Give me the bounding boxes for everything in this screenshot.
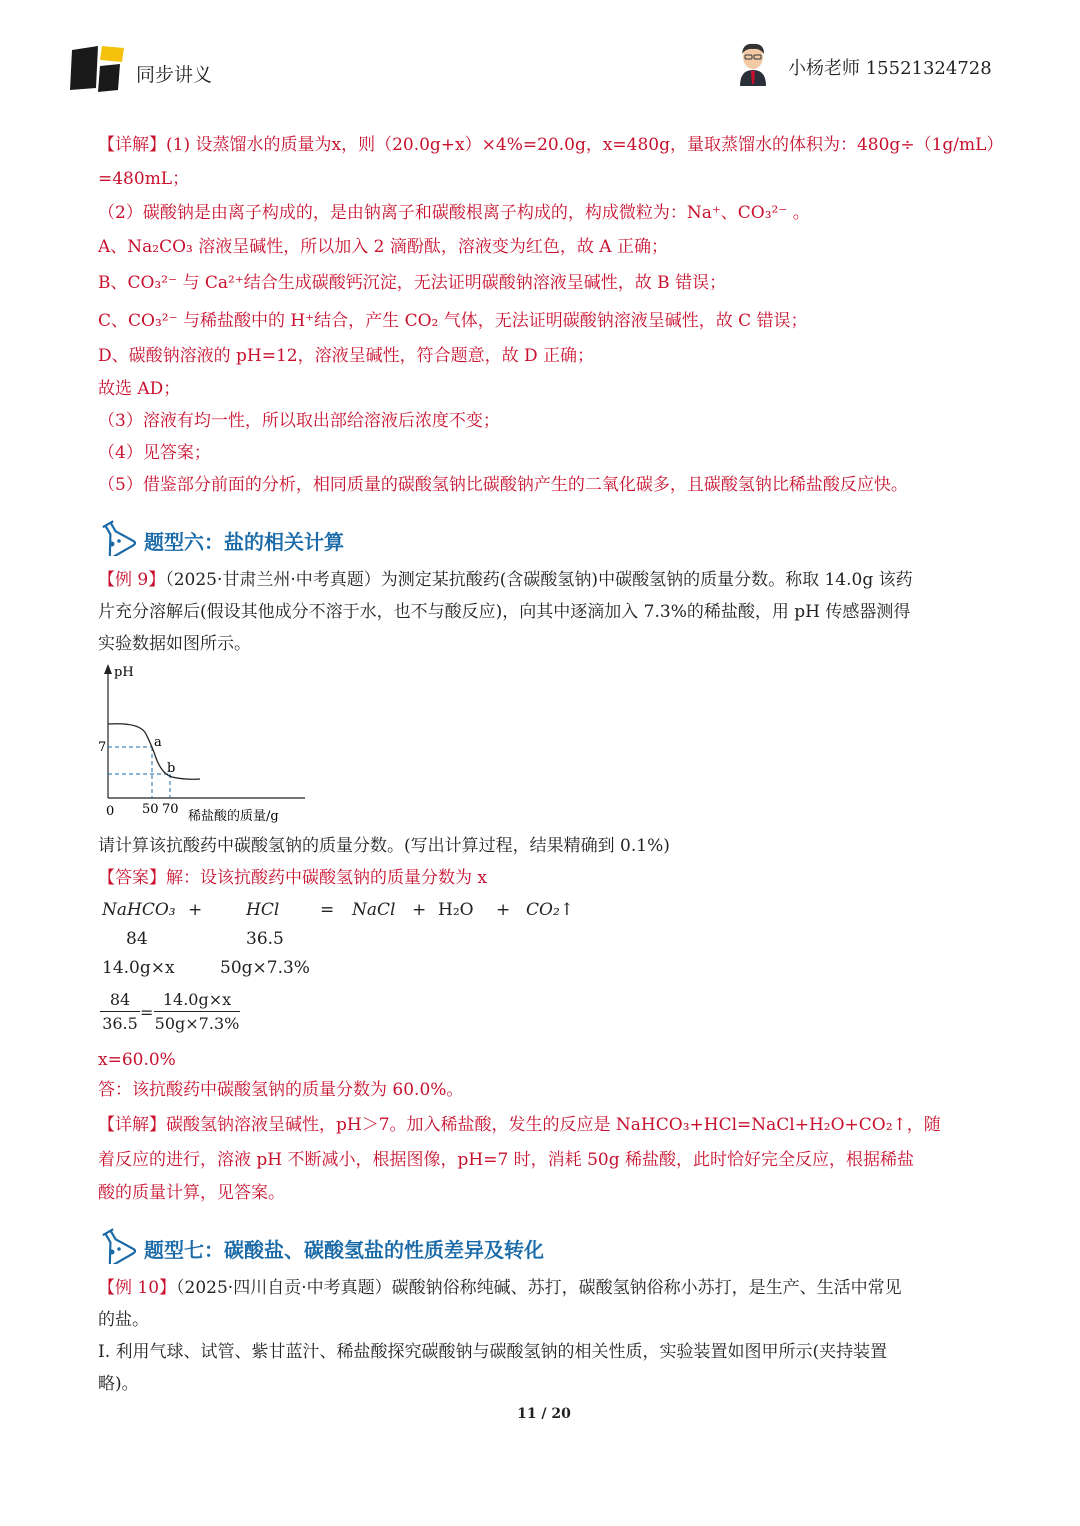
fraction-numerator: 14.0g×x	[154, 990, 240, 1012]
example-10-label: 【例 10】	[98, 1278, 177, 1298]
detail-label: 【详解】	[98, 135, 166, 155]
fraction-numerator: 84	[100, 990, 140, 1012]
y-tick-7: 7	[98, 740, 107, 755]
ph-curve	[108, 724, 200, 780]
option-a: A、Na₂CO₃ 溶液呈碱性，所以加入 2 滴酚酞，溶液变为红色，故 A 正确；	[98, 237, 668, 257]
molar-mass-1: 84	[126, 929, 148, 949]
final-answer: 答：该抗酸药中碳酸氢钠的质量分数为 60.0%。	[98, 1080, 464, 1100]
fraction-denominator: 50g×7.3%	[154, 1014, 240, 1033]
eq-plus: +	[412, 900, 427, 920]
example-10-line: 的盐。	[98, 1310, 149, 1330]
detail-2-line: 着反应的进行，溶液 pH 不断减小，根据图像，pH=7 时，消耗 50g 稀盐酸，此时恰好完全反应，根据稀盐	[98, 1150, 915, 1170]
page-number: 11 / 20	[517, 1406, 571, 1422]
eq-reactant-2: HCl	[246, 900, 280, 920]
example-10-line: 略)。	[98, 1374, 139, 1394]
fraction-left	[100, 990, 140, 1033]
fraction-right	[154, 990, 240, 1033]
quantity-2: 50g×7.3%	[220, 958, 310, 978]
section-6-title: 题型六：盐的相关计算	[144, 530, 344, 554]
eq-equals: =	[320, 900, 335, 920]
molar-mass-2: 36.5	[246, 929, 284, 949]
eq-plus: +	[188, 900, 203, 920]
result: x=60.0%	[98, 1050, 176, 1070]
detail-line: （5）借鉴部分前面的分析，相同质量的碳酸氢钠比碳酸钠产生的二氧化碳多，且碳酸氢钠比稀盐酸反应快。	[98, 475, 908, 495]
flask-icon	[96, 1226, 136, 1264]
flask-icon	[96, 518, 136, 556]
detail-2-line: 酸的质量计算，见答案。	[98, 1183, 285, 1203]
fraction-equals: =	[140, 1003, 154, 1022]
question: 请计算该抗酸药中碳酸氢钠的质量分数。(写出计算过程，结果精确到 0.1%)	[98, 836, 670, 856]
quantity-1: 14.0g×x	[102, 958, 175, 978]
example-9-line: 实验数据如图所示。	[98, 634, 251, 654]
section-7-title: 题型七：碳酸盐、碳酸氢盐的性质差异及转化	[144, 1238, 544, 1262]
example-10-line: 【例 10】（2025·四川自贡·中考真题）碳酸钠俗称纯碱、苏打，碳酸氢钠俗称小苏打，是生产、生活中常见	[98, 1278, 902, 1298]
origin-label: 0	[106, 804, 115, 819]
header	[0, 0, 1080, 110]
example-9-label: 【例 9】	[98, 570, 166, 590]
eq-product-3: CO₂↑	[526, 900, 575, 920]
example-9-line: 【例 9】（2025·甘肃兰州·中考真题）为测定某抗酸药(含碳酸氢钠)中碳酸氢钠的质量分数。称取 14.0g 该药	[98, 570, 913, 590]
detail-2-label: 【详解】	[98, 1115, 166, 1135]
logo-icon	[68, 44, 126, 94]
teacher-name: 小杨老师 15521324728	[788, 58, 992, 79]
detail-line: （3）溶液有均一性，所以取出部给溶液后浓度不变；	[98, 411, 500, 431]
y-axis-label: pH	[114, 665, 134, 680]
point-b-label: b	[167, 761, 176, 776]
eq-product-1: NaCl	[352, 900, 396, 920]
detail-2-line: 【详解】碳酸氢钠溶液呈碱性，pH＞7。加入稀盐酸，发生的反应是 NaHCO₃+HCl=NaCl+H₂O+CO₂↑，随	[98, 1115, 941, 1135]
option-d: D、碳酸钠溶液的 pH=12，溶液呈碱性，符合题意，故 D 正确；	[98, 346, 595, 366]
point-a-label: a	[154, 735, 162, 750]
choice: 故选 AD；	[98, 379, 181, 399]
option-b: B、CO₃²⁻ 与 Ca²⁺结合生成碳酸钙沉淀，无法证明碳酸钠溶液呈碱性，故 B 错误；	[98, 273, 727, 293]
answer-intro: 【答案】解：设该抗酸药中碳酸氢钠的质量分数为 x	[98, 868, 487, 888]
detail-line: （4）见答案；	[98, 443, 211, 463]
option-c: C、CO₃²⁻ 与稀盐酸中的 H⁺结合，产生 CO₂ 气体，无法证明碳酸钠溶液呈碱性，故 C 错误；	[98, 311, 808, 331]
teacher-avatar-icon	[734, 40, 772, 86]
example-9-line: 片充分溶解后(假设其他成分不溶于水，也不与酸反应)，向其中逐滴加入 7.3%的稀盐酸，用 pH 传感器测得	[98, 602, 911, 622]
eq-plus: +	[496, 900, 511, 920]
fraction-denominator: 36.5	[102, 1014, 138, 1033]
example-10-line: I. 利用气球、试管、紫甘蓝汁、稀盐酸探究碳酸钠与碳酸氢钠的相关性质，实验装置如图甲所示(夹持装置	[98, 1342, 888, 1362]
ph-chart	[90, 660, 320, 830]
x-tick-70: 70	[162, 802, 179, 817]
eq-reactant-1: NaHCO₃	[102, 900, 176, 920]
x-tick-50: 50	[142, 802, 159, 817]
detail-line: =480mL；	[98, 169, 190, 189]
detail-line: 【详解】(1) 设蒸馏水的质量为x，则（20.0g+x）×4%=20.0g，x=480g，量取蒸馏水的体积为：480g÷（1g/mL）	[98, 135, 1004, 155]
x-axis-label: 稀盐酸的质量/g	[188, 809, 279, 824]
header-title: 同步讲义	[136, 64, 213, 86]
detail-line: （2）碳酸钠是由离子构成的，是由钠离子和碳酸根离子构成的，构成微粒为：Na⁺、CO₃²⁻ 。	[98, 203, 810, 223]
y-axis-arrow-icon	[104, 664, 112, 674]
eq-product-2: H₂O	[438, 900, 474, 920]
